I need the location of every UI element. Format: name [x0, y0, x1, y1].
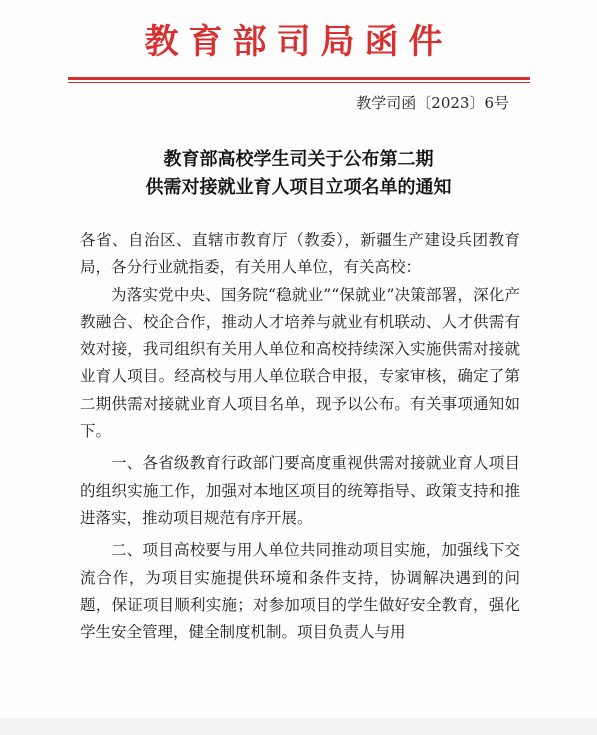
salutation: 各省、自治区、直辖市教育厅（教委），新疆生产建设兵团教育局，各分行业就指委，有关用人单位，有关高校： [80, 231, 520, 277]
letterhead-rule-thick [68, 77, 530, 80]
document-body [80, 227, 520, 646]
letterhead-title: 教育部司局函件 [144, 22, 453, 62]
document-title-line-2: 供需对接就业育人项目立项名单的通知 [145, 177, 452, 198]
paragraph-item-1: 一、各省级教育行政部门要高度重视供需对接就业育人项目的组织实施工作，加强对本地区项目的统筹指导、政策支持和推进落实，推动项目规范有序开展。 [80, 454, 520, 527]
page-bottom-margin [0, 718, 597, 735]
letterhead-rule-thin [68, 82, 530, 83]
paragraph-intro: 为落实党中央、国务院“稳就业”“保就业”决策部署，深化产教融合、校企合作，推动人才培养与就业有机联动、人才供需有效对接，我司组织有关用人单位和高校持续深入实施供需对接就业育人项目。经高校与用人单位联合申报，专家审核，确定了第二期供需对接就业育人项目名单，现予以公布。有关事项通知如下。 [80, 285, 520, 441]
document-number: 教学司函〔2023〕6号 [356, 94, 509, 112]
paragraph-item-2: 二、项目高校要与用人单位共同推动项目实施，加强线下交流合作，为项目实施提供环境和条件支持，协调解决遇到的问题，保证项目顺利实施；对参加项目的学生做好安全教育，强化学生安全管理，健全制度机制。项目负责人与用 [80, 541, 520, 642]
document-title-line-1: 教育部高校学生司关于公布第二期 [163, 149, 434, 170]
